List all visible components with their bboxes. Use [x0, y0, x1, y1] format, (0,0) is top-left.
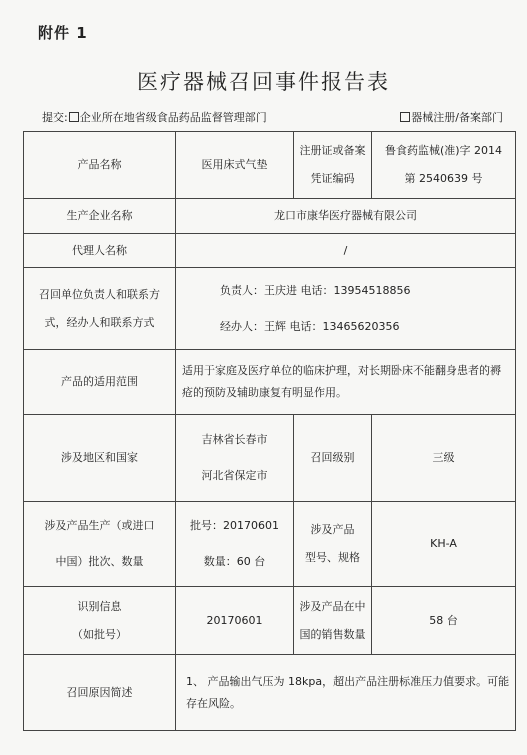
batch-label	[24, 502, 176, 587]
reg-cert-value-line2: 第 2540639 号	[404, 172, 483, 185]
recall-level-label: 召回级别	[294, 415, 372, 502]
table-row-region	[24, 415, 516, 502]
model-label-line1: 涉及产品	[310, 523, 355, 537]
china-sales-label-line2: 国的销售数量	[299, 627, 366, 641]
submit-row	[42, 109, 503, 127]
submit-prefix: 提交:	[42, 111, 68, 124]
contact-label-line2: 式，经办人和联系方式	[44, 315, 155, 329]
table-row-agent	[24, 234, 516, 268]
product-name-label: 产品名称	[24, 132, 176, 199]
manufacturer-label: 生产企业名称	[24, 199, 176, 234]
table-row-identification	[24, 587, 516, 655]
china-sales-label	[294, 587, 372, 655]
model-label-line2: 型号、规格	[305, 551, 360, 564]
china-sales-label-line1: 涉及产品在中	[299, 599, 366, 613]
manufacturer-value: 龙口市康华医疗器械有限公司	[176, 199, 516, 234]
product-name-value: 医用床式气垫	[176, 132, 294, 199]
china-sales-value: 58 台	[372, 587, 516, 655]
region-label: 涉及地区和国家	[24, 415, 176, 502]
handler-person: 经办人：王辉 电话：13465620356	[220, 319, 400, 333]
reg-cert-value	[372, 132, 516, 199]
contact-value	[176, 268, 516, 350]
agent-label: 代理人名称	[24, 234, 176, 268]
batch-quantity: 数量：60 台	[203, 555, 266, 568]
table-row-product	[24, 132, 516, 199]
region-line1: 吉林省长春市	[201, 433, 268, 447]
recall-level-value: 三级	[372, 415, 516, 502]
batch-number: 批号：20170601	[190, 519, 279, 533]
scope-label: 产品的适用范围	[24, 350, 176, 415]
agent-value: /	[176, 234, 516, 268]
contact-label-line1: 召回单位负责人和联系方	[39, 287, 160, 301]
table-row-batch	[24, 502, 516, 587]
checkbox-registration-dept[interactable]	[400, 112, 410, 122]
batch-label-line1: 涉及产品生产（或进口	[44, 519, 155, 533]
page-title: 医疗器械召回事件报告表	[137, 70, 390, 94]
region-value	[176, 415, 294, 502]
batch-label-line2: 中国）批次、数量	[55, 555, 144, 568]
reason-label: 召回原因简述	[24, 655, 176, 731]
region-line2: 河北省保定市	[201, 469, 268, 482]
id-value: 20170601	[176, 587, 294, 655]
table-row-scope	[24, 350, 516, 415]
table-row-contact	[24, 268, 516, 350]
id-label-line1: 识别信息	[77, 599, 122, 613]
model-label	[294, 502, 372, 587]
batch-value	[176, 502, 294, 587]
submit-option-provincial: 企业所在地省级食品药品监督管理部门	[79, 111, 267, 124]
table-row-reason	[24, 655, 516, 731]
model-value: KH-A	[372, 502, 516, 587]
submit-left	[42, 109, 267, 125]
contact-label	[24, 268, 176, 350]
checkbox-provincial[interactable]	[69, 112, 79, 122]
annex-label: 附件 1	[38, 24, 88, 42]
recall-report-table	[23, 131, 516, 731]
submit-option-registration-dept: 器械注册/备案部门	[411, 111, 503, 124]
reg-cert-value-line1: 鲁食药监械(准)字 2014	[384, 144, 503, 158]
id-label	[24, 587, 176, 655]
table-row-manufacturer	[24, 199, 516, 234]
reg-cert-label-line1: 注册证或备案	[299, 144, 366, 158]
responsible-person: 负责人：王庆进 电话：13954518856	[220, 283, 411, 297]
reg-cert-label-line2: 凭证编码	[310, 172, 355, 185]
reason-value: 1、 产品输出气压为 18kpa，超出产品注册标准压力值要求。可能存在风险。	[176, 655, 516, 731]
reg-cert-label	[294, 132, 372, 199]
submit-right	[399, 109, 503, 125]
id-label-line2: （如批号）	[72, 627, 127, 641]
scope-value: 适用于家庭及医疗单位的临床护理，对长期卧床不能翻身患者的褥疮的预防及辅助康复有明显作用。	[176, 350, 516, 415]
